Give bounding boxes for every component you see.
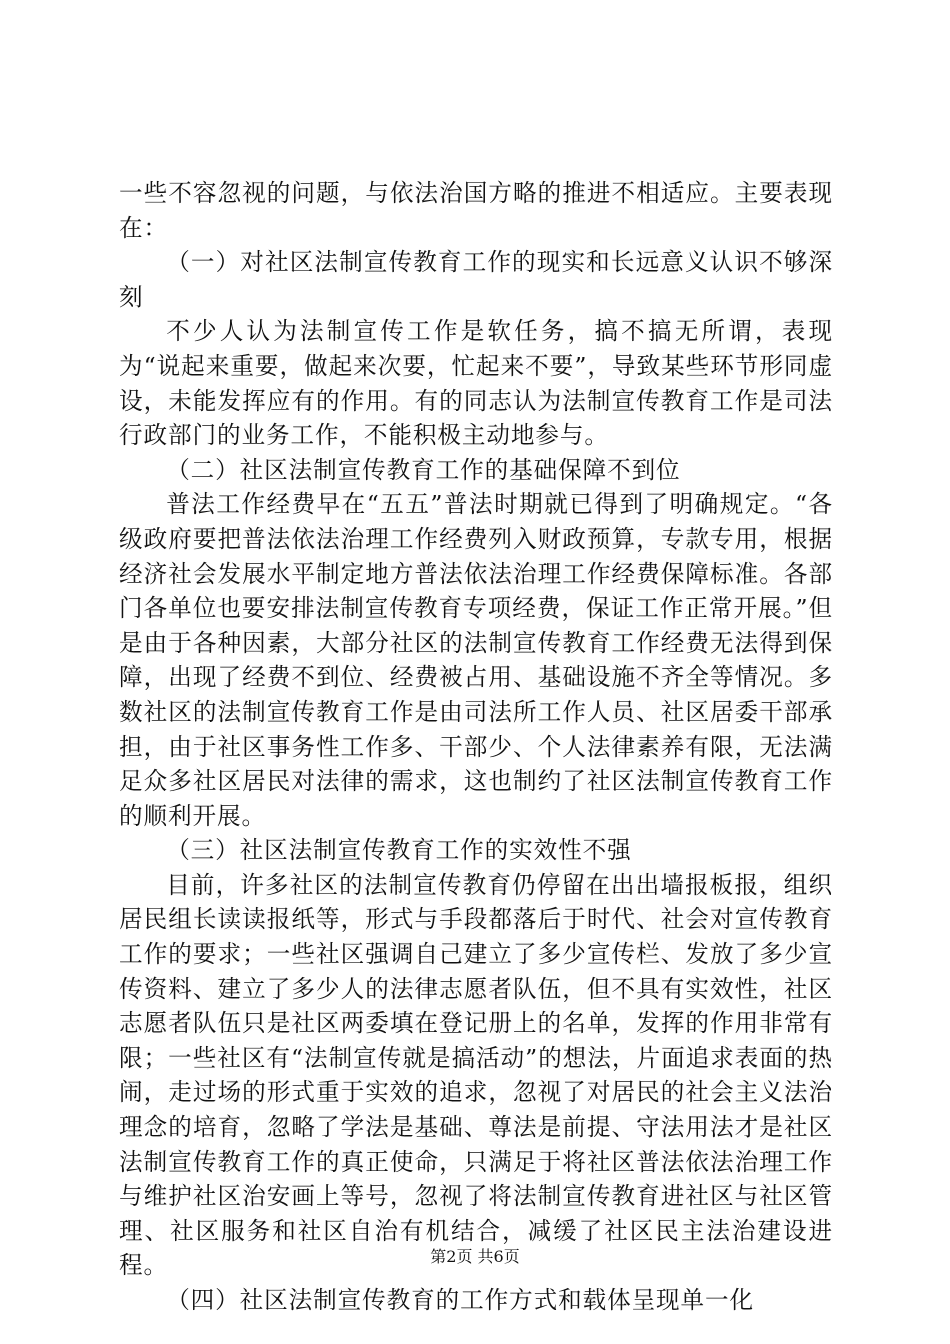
section-heading-2: （二）社区法制宣传教育工作的基础保障不到位 bbox=[166, 455, 681, 484]
paragraph-2: 普法工作经费早在“五五”普法时期就已得到了明确规定。“各级政府要把普法依法治理工作经费列入财政预算，专款专用，根据经济社会发展水平制定地方普法依法治理工作经费保障标准。各部门各单位也要安排法制宣传教育专项经费，保证工作正常开展。”但是由于各种因素，大部分社区的法制宣传教育工作经费无法得到保障，出现了经费不到位、经费被占用、基础设施不齐全等情况。多数社区的法制宣传教育工作是由司法所工作人员、社区居委干部承担，由于社区事务性工作多、干部少、个人法律素养有限，无法满足众多社区居民对法律的需求，这也制约了社区法制宣传教育工作的顺利开展。 bbox=[119, 490, 833, 830]
paragraph-1: 不少人认为法制宣传工作是软任务，搞不搞无所谓，表现为“说起来重要，做起来次要，忙起来不要”，导致某些环节形同虚设，未能发挥应有的作用。有的同志认为法制宣传教育工作是司法行政部门的业务工作，不能积极主动地参与。 bbox=[119, 317, 833, 450]
section-heading-3: （三）社区法制宣传教育工作的实效性不强 bbox=[166, 836, 632, 865]
section-heading-4: （四）社区法制宣传教育的工作方式和载体呈现单一化 bbox=[166, 1286, 755, 1314]
paragraph-3: 目前，许多社区的法制宣传教育仍停留在出出墙报板报，组织居民组长读读报纸等，形式与手段都落后于时代、社会对宣传教育工作的要求；一些社区强调自己建立了多少宣传栏、发放了多少宣传资料、建立了多少人的法律志愿者队伍，但不具有实效性，社区志愿者队伍只是社区两委填在登记册上的名单，发挥的作用非常有限；一些社区有“法制宣传就是搞活动”的想法，片面追求表面的热闹，走过场的形式重于实效的追求，忽视了对居民的社会主义法治理念的培育，忽略了学法是基础、尊法是前提、守法用法才是社区法制宣传教育工作的真正使命，只满足于将社区普法依法治理工作与维护社区治安画上等号，忽视了将法制宣传教育进社区与社区管理、社区服务和社区自治有机结合，减缓了社区民主法治建设进程。 bbox=[119, 870, 833, 1280]
page-number-footer: 第2页 共6页 bbox=[430, 1247, 520, 1266]
paragraph-intro-continuation: 一些不容忽视的问题，与依法治国方略的推进不相适应。主要表现在： bbox=[119, 179, 833, 242]
section-heading-1: （一）对社区法制宣传教育工作的现实和长远意义认识不够深刻 bbox=[119, 248, 833, 311]
document-body bbox=[119, 176, 833, 1318]
